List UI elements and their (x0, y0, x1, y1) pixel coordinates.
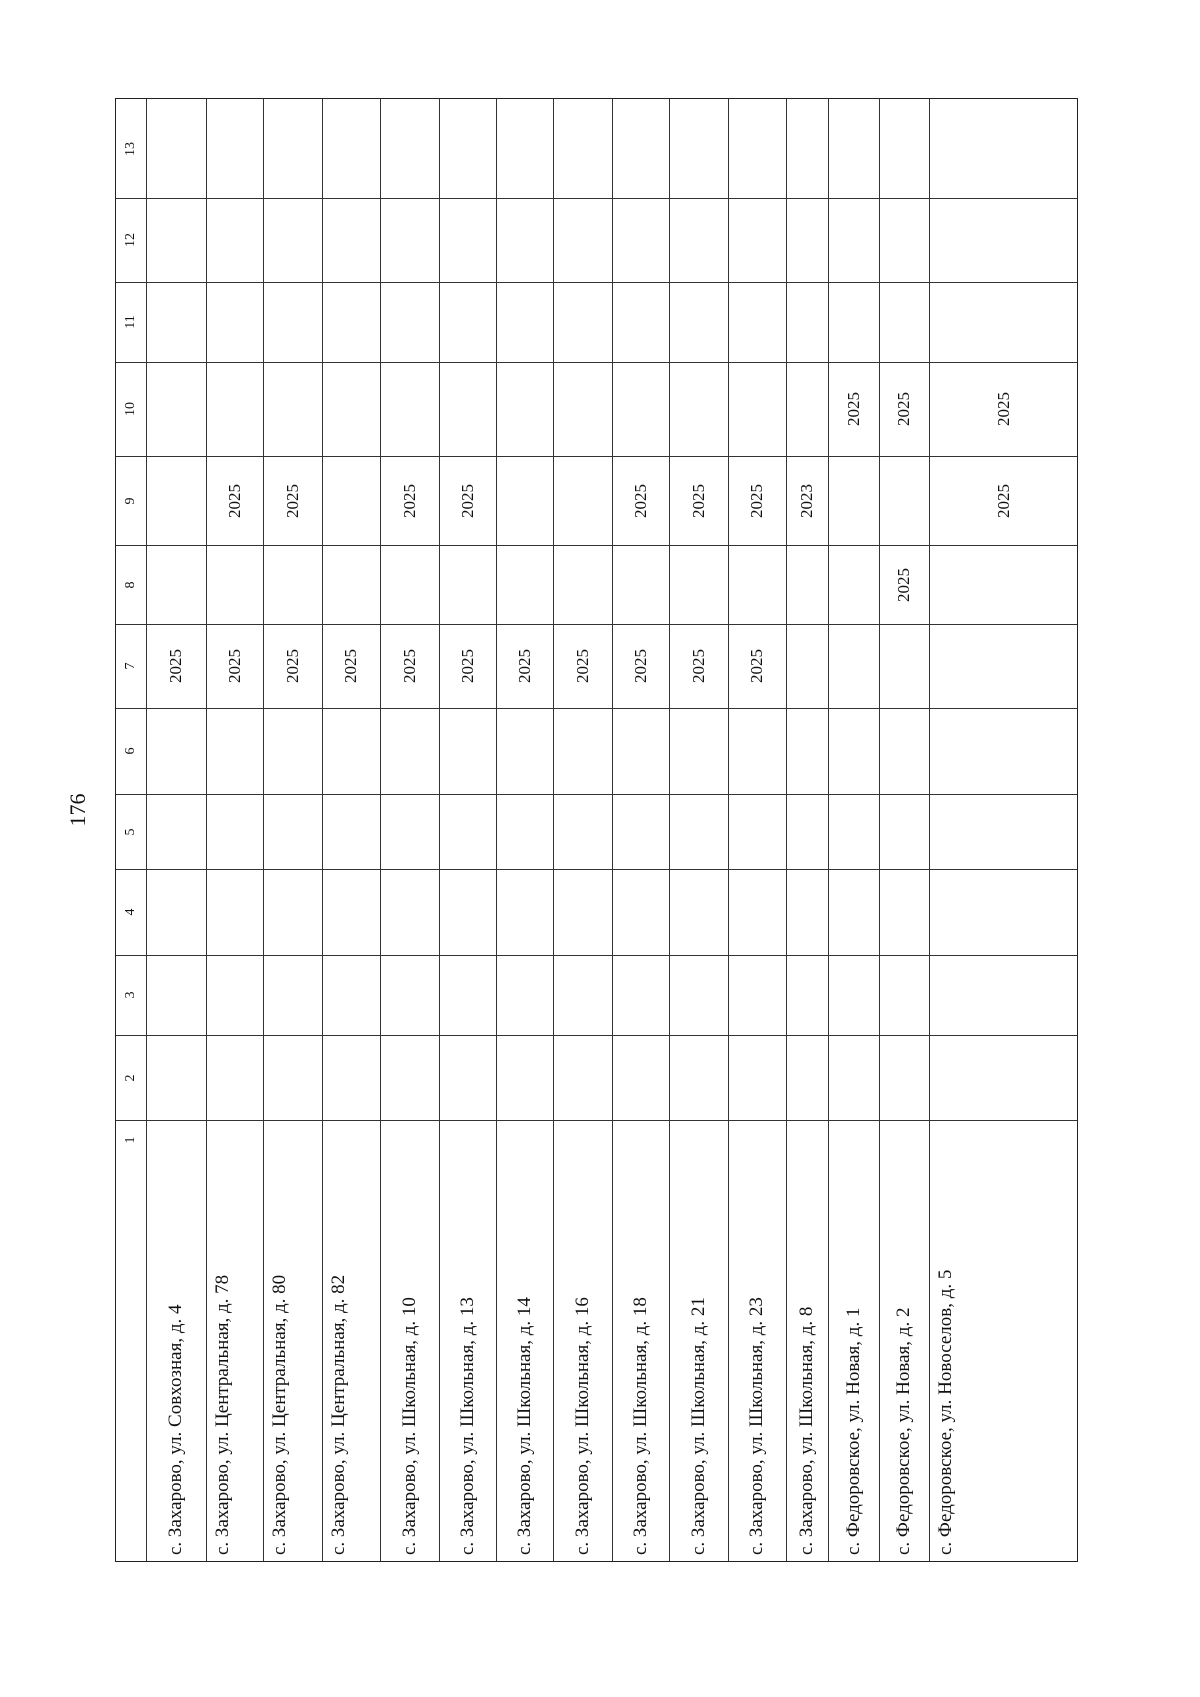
grid-line (116, 1120, 1077, 1121)
year-value: 2025 (894, 567, 913, 602)
year-value: 2023 (797, 483, 816, 518)
header-label: 2 (123, 1074, 138, 1081)
grid-line (116, 1035, 1077, 1036)
header-label: 10 (123, 402, 138, 416)
header-label: 7 (123, 662, 138, 670)
page-number-text: 176 (65, 793, 90, 827)
grid-line (116, 708, 1077, 709)
year-value: 2025 (224, 483, 244, 518)
header-label: 4 (123, 908, 138, 916)
year-value: 2025 (457, 649, 477, 683)
header-label: 1 (123, 1136, 138, 1144)
address-text: с. Захарово, ул. Школьная, д. 10 (398, 1297, 420, 1555)
year-value: 2025 (747, 483, 766, 518)
header-label: 8 (123, 581, 138, 588)
data-table (115, 98, 1078, 1562)
header-label: 5 (123, 828, 138, 835)
year-value: 2025 (224, 649, 244, 683)
grid-line (929, 99, 930, 1561)
grid-line (669, 99, 670, 1561)
year-value: 2025 (630, 649, 650, 683)
header-label: 9 (123, 497, 138, 504)
year-value: 2025 (688, 649, 708, 683)
header-label: 3 (123, 991, 138, 999)
year-value: 2025 (630, 483, 650, 518)
grid-line (612, 99, 613, 1561)
address-text: с. Захарово, ул. Школьная, д. 13 (456, 1297, 478, 1555)
year-value: 2025 (994, 483, 1013, 518)
grid-line (439, 99, 440, 1561)
year-value: 2025 (572, 649, 592, 683)
grid-line (116, 362, 1077, 363)
header-label: 13 (123, 141, 138, 156)
year-value: 2025 (688, 483, 708, 518)
address-text: с. Захарово, ул. Школьная, д. 16 (571, 1297, 593, 1555)
grid-line (116, 198, 1077, 199)
address-text: с. Федоровское, ул. Новоселов, д. 5 (935, 1269, 956, 1555)
year-value: 2025 (894, 392, 913, 426)
year-value: 2025 (341, 649, 360, 683)
grid-line (116, 869, 1077, 870)
address-text: с. Захарово, ул. Совхозная, д. 4 (165, 1304, 186, 1555)
header-label: 11 (123, 315, 138, 329)
year-value: 2025 (843, 392, 863, 426)
grid-line (322, 99, 323, 1561)
grid-line (116, 624, 1077, 625)
grid-line (879, 99, 880, 1561)
grid-line (146, 99, 147, 1561)
year-value: 2025 (282, 483, 302, 518)
grid-line (828, 99, 829, 1561)
header-label: 6 (123, 747, 138, 755)
address-text: с. Захарово, ул. Школьная, д. 18 (629, 1297, 651, 1555)
grid-line (380, 99, 381, 1561)
year-value: 2025 (514, 649, 534, 683)
address-text: с. Захарово, ул. Школьная, д. 8 (796, 1306, 817, 1555)
grid-line (116, 282, 1077, 283)
address-text: с. Федоровское, ул. Новая, д. 1 (842, 1307, 864, 1555)
address-text: с. Захарово, ул. Школьная, д. 14 (513, 1297, 535, 1555)
grid-line (116, 545, 1077, 546)
year-value: 2025 (457, 483, 477, 518)
year-value: 2025 (399, 649, 419, 683)
year-value: 2025 (399, 483, 419, 518)
address-text: с. Захарово, ул. Школьная, д. 23 (746, 1297, 767, 1555)
address-text: с. Захарово, ул. Центральная, д. 78 (212, 1274, 233, 1555)
year-value: 2025 (282, 649, 302, 683)
address-text: с. Федоровское, ул. Новая, д. 2 (893, 1307, 914, 1555)
grid-line (116, 456, 1077, 457)
address-text: с. Захарово, ул. Центральная, д. 80 (269, 1274, 290, 1555)
grid-line (496, 99, 497, 1561)
grid-line (206, 99, 207, 1561)
grid-line (786, 99, 787, 1561)
year-value: 2025 (994, 392, 1013, 426)
grid-line (116, 794, 1077, 795)
year-value: 2025 (747, 649, 766, 683)
grid-line (263, 99, 264, 1561)
grid-line (728, 99, 729, 1561)
address-text: с. Захарово, ул. Школьная, д. 21 (687, 1297, 709, 1555)
header-label: 12 (123, 233, 138, 247)
year-value: 2025 (166, 649, 185, 683)
grid-line (553, 99, 554, 1561)
address-text: с. Захарово, ул. Центральная, д. 82 (328, 1274, 349, 1555)
grid-line (116, 955, 1077, 956)
